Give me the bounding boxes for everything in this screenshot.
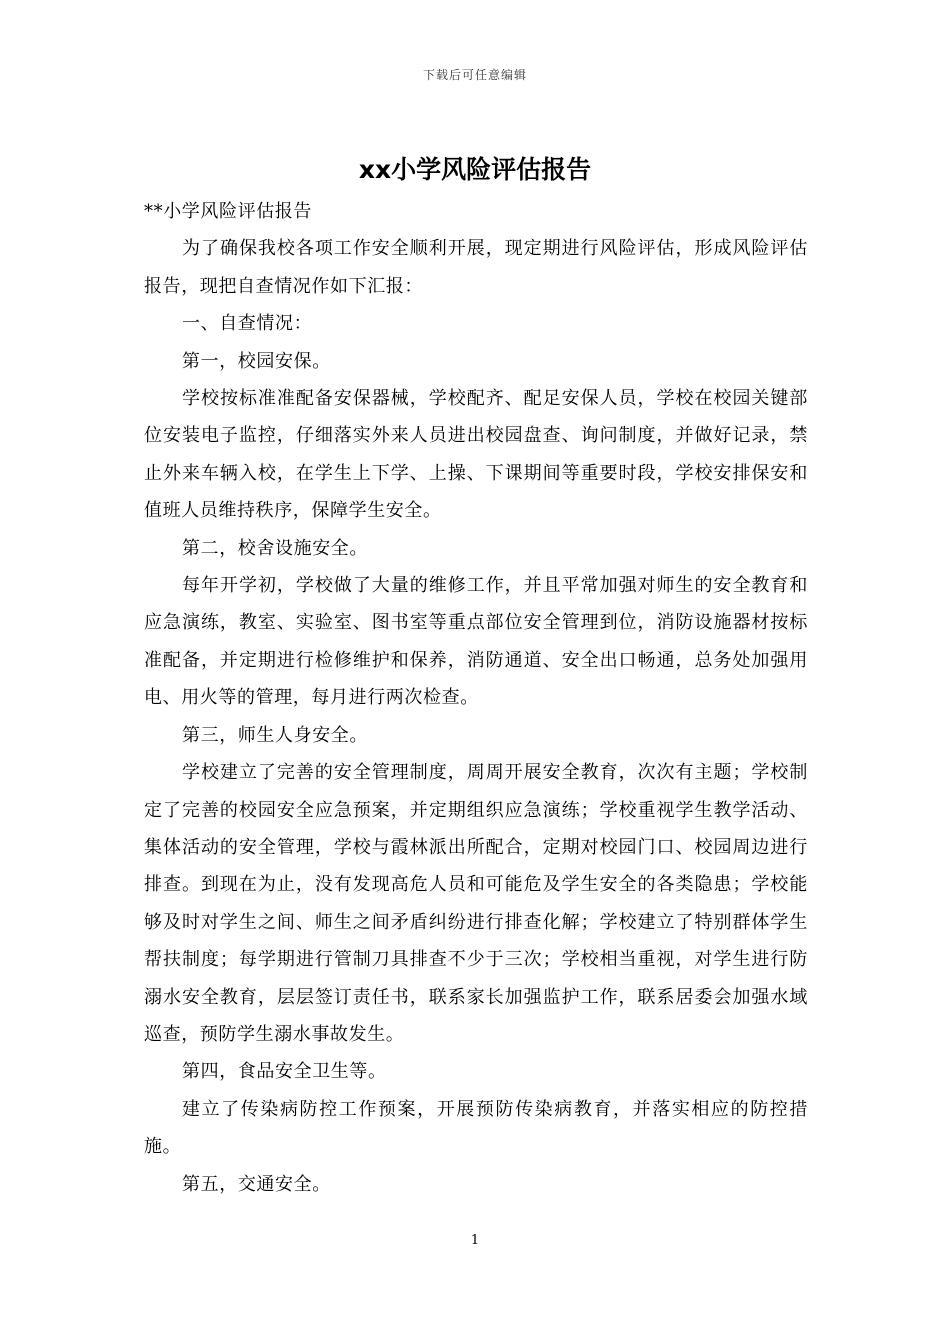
page-number: 1	[470, 1233, 480, 1248]
header-note: 下载后可任意编辑	[422, 68, 527, 82]
paragraph: 建立了传染病防控工作预案，开展预防传染病教育，并落实相应的防控措施。	[144, 1098, 808, 1158]
subsection-heading: 第一，校园安保。	[182, 350, 331, 372]
paragraph: 学校建立了完善的安全管理制度，周周开展安全教育，次次有主题；学校制定了完善的校园安全应急预案，并定期组织应急演练；学校重视学生教学活动、集体活动的安全管理，学校与霞林派出所配合，定期对校园门口、校园周边进行排查。到现在为止，没有发现高危人员和可能危及学生安全的各类隐患；学校能够及时对学生之间、师生之间矛盾纠纷进行排查化解；学校建立了特别群体学生帮扶制度；每学期进行管制刀具排查不少于三次；学校相当重视，对学生进行防溺水安全教育，层层签订责任书，联系家长加强监护工作，联系居委会加强水域巡查，预防学生溺水事故发生。	[144, 762, 808, 1045]
document-body	[144, 193, 808, 1203]
paragraph: 每年开学初，学校做了大量的维修工作，并且平常加强对师生的安全教育和应急演练，教室、实验室、图书室等重点部位安全管理到位，消防设施器材按标准配备，并定期进行检修维护和保养，消防通道、安全出口畅通，总务处加强用电、用火等的管理，每月进行两次检查。	[144, 575, 808, 709]
subsection-heading: 第五，交通安全。	[182, 1173, 331, 1195]
paragraph-intro: 为了确保我校各项工作安全顺利开展，现定期进行风险评估，形成风险评估报告，现把自查情况作如下汇报：	[144, 238, 808, 297]
document-title: xx小学风险评估报告	[358, 155, 592, 184]
subsection-heading: 第二，校舍设施安全。	[182, 537, 368, 559]
section-heading: 一、自查情况：	[182, 313, 313, 335]
paragraph: 学校按标准准配备安保器械，学校配齐、配足安保人员，学校在校园关键部位安装电子监控，仔细落实外来人员进出校园盘查、询问制度，并做好记录，禁止外来车辆入校，在学生上下学、上操、下课期间等重要时段，学校安排保安和值班人员维持秩序，保障学生安全。	[144, 388, 808, 522]
paragraph-subtitle: **小学风险评估报告	[144, 201, 312, 222]
subsection-heading: 第四，食品安全卫生等。	[182, 1061, 387, 1083]
subsection-heading: 第三，师生人身安全。	[182, 724, 368, 746]
